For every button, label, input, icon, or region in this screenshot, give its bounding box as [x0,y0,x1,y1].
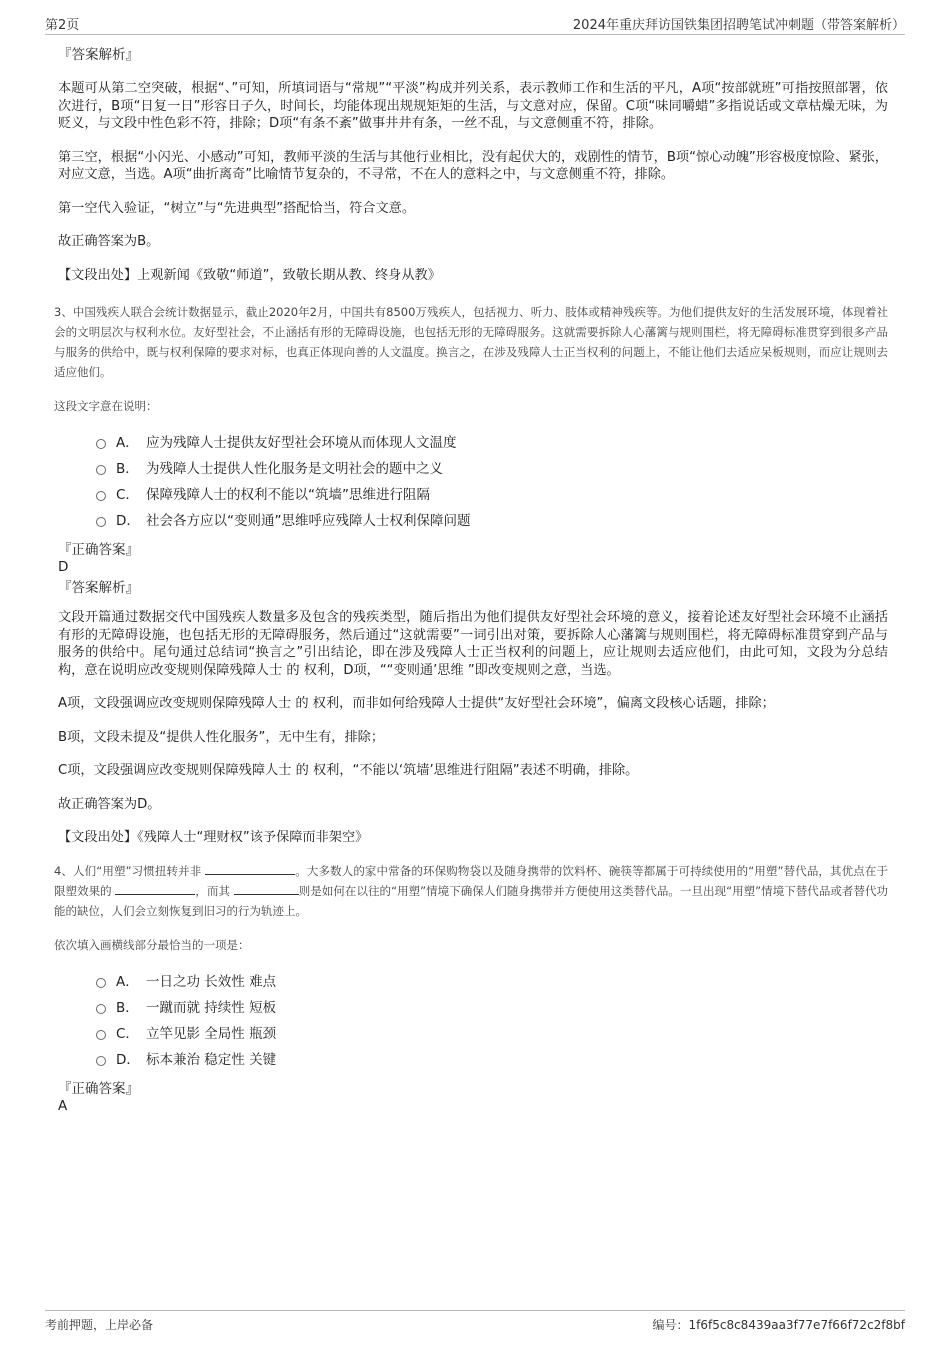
analysis-paragraph: 文段开篇通过数据交代中国残疾人数量多及包含的残疾类型，随后指出为他们提供友好型社会环境的意义，接着论述友好型社会环境不止涵括有形的无障碍设施，也包括无形的无障碍服务，然后通过“这就需要”一词引出对策，要拆除人心藩篱与规则围栏，将无障碍标准贯穿到产品与服务的供给中。尾句通过总结词“换言之”引出结论，即在涉及残障人士正当权利的问题上，应让规则去适应他们，由此可知，文段为分总结构，意在说明应改变规则保障残障人士 的 权利，D项，““变则通’思维 ”即改变规则之意，当选。 [58,610,888,678]
correct-answer-label: 『正确答案』 [58,542,139,558]
option-letter: D． [116,1051,140,1068]
option-a[interactable] [96,430,898,456]
analysis-paragraph: A项，文段强调应改变规则保障残障人士 的 权利，而非如何给残障人士提供“友好型社会环境”，偏离文段核心话题，排除； [58,696,775,711]
source-citation: 【文段出处】上观新闻《致敬“师道”，致敬长期从教、终身从教》 [58,267,441,283]
document-body [54,46,898,1115]
question-prompt: 依次填入画横线部分最恰当的一项是： [54,937,250,952]
radio-icon[interactable] [96,1030,106,1040]
option-c[interactable] [96,482,898,508]
analysis-paragraph: 本题可从第二空突破，根据“、”可知，所填词语与“常规”“平淡”构成并列关系，表示教师工作和生活的平凡，A项“按部就班”可指按照部署，依次进行，B项“日复一日”形容日子久，时间长，均能体现出规规矩矩的生活，与文意对应，保留。C项“味同嚼蜡”多指说话或文章枯燥无味，为贬义，与文段中性色彩不符，排除；D项“有条不紊”做事井井有条，一丝不乱，与文意侧重不符，排除。 [58,81,888,131]
analysis-paragraph: C项，文段强调应改变规则保障残障人士 的 权利，“不能以‘筑墙’思维进行阻隔”表述不明确，排除。 [58,763,639,778]
option-text: 应为残障人士提供友好型社会环境从而体现人文温度 [146,435,457,451]
radio-icon[interactable] [96,517,106,527]
option-list [96,430,898,534]
option-text: 标本兼治 稳定性 关键 [146,1051,277,1068]
option-letter: B． [116,461,139,477]
option-letter: A． [116,435,139,451]
page-footer [45,1310,905,1334]
fill-blank[interactable] [205,862,295,875]
option-text: 社会各方应以“变则通”思维呼应残障人士权利保障问题 [146,513,471,529]
option-text: 为残障人士提供人性化服务是文明社会的题中之义 [146,461,443,477]
question-text: 4、人们“用塑”习惯扭转并非 。大多数人的家中常备的环保购物袋以及随身携带的饮料杯、碗筷等都属于可持续使用的“用塑”替代品，其优点在于限塑效果的 ，而其 则是如何在以往的“用塑”情境下确保人们随身携带并方便使用这类替代品。一旦出现“用塑”情境下替代品或者替代功能的缺位，人们会立刻恢复到旧习的行为轨迹上。 [54,863,889,918]
radio-icon[interactable] [96,1004,106,1014]
analysis-conclusion: 故正确答案为B。 [58,234,160,249]
document-title: 2024年重庆拜访国铁集团招聘笔试冲刺题（带答案解析） [572,18,905,33]
option-list [96,969,898,1073]
option-text: 一日之功 长效性 难点 [146,973,277,990]
correct-answer: D [58,559,69,575]
radio-icon[interactable] [96,978,106,988]
option-b[interactable] [96,456,898,482]
analysis-label: 『答案解析』 [58,47,139,63]
radio-icon[interactable] [96,1056,106,1066]
analysis-paragraph: 第一空代入验证，“树立”与“先进典型”搭配恰当，符合文意。 [58,200,416,216]
radio-icon[interactable] [96,439,106,449]
question-prompt: 这段文字意在说明： [54,399,158,413]
option-text: 一蹴而就 持续性 短板 [146,999,277,1016]
option-c[interactable] [96,1021,898,1047]
fill-blank[interactable] [115,882,195,895]
fill-blank[interactable] [234,882,299,895]
analysis-paragraph: B项，文段未提及“提供人性化服务”，无中生有，排除； [58,729,385,745]
option-a[interactable] [96,969,898,995]
analysis-conclusion: 故正确答案为D。 [58,796,161,812]
option-d[interactable] [96,1047,898,1073]
analysis-paragraph: 第三空，根据“小闪光、小感动”可知，教师平淡的生活与其他行业相比，没有起伏大的，戏剧性的情节，B项“惊心动魄”形容极度惊险、紧张，对应文意，当选。A项“曲折离奇”比喻情节复杂的，不寻常，不在人的意料之中，与文意侧重不符，排除。 [58,149,888,182]
option-letter: D． [116,513,140,529]
correct-answer: A [58,1097,68,1114]
footer-slogan: 考前押题，上岸必备 [45,1318,154,1332]
analysis-label: 『答案解析』 [58,580,139,596]
document-id: 编号：1f6f5c8c8439aa3f77e7f66f72c2f8bf [652,1318,905,1332]
question-text: 3、中国残疾人联合会统计数据显示，截止2020年2月，中国共有8500万残疾人，包括视力、听力、肢体或精神残疾等。为他们提供友好的生活发展环境，体现着社会的文明层次与权利水位。友好型社会，不止涵括有形的无障碍设施，也包括无形的无障碍服务。这就需要拆除人心藩篱与规则围栏，将无障碍标准贯穿到很多产品与服务的供给中，既与权利保障的要求对标，也真正体现向善的人文温度。换言之，在涉及残障人士正当权利的问题上，不能让他们去适应呆板规则，而应让规则去适应他们。 [54,305,888,379]
option-d[interactable] [96,508,898,534]
radio-icon[interactable] [96,465,106,475]
option-b[interactable] [96,995,898,1021]
page-header [45,14,905,35]
option-letter: B． [116,999,139,1016]
option-text: 立竿见影 全局性 瓶颈 [146,1025,277,1042]
option-letter: A． [116,973,139,990]
correct-answer-label: 『正确答案』 [58,1080,139,1097]
source-citation: 【文段出处】《残障人士“理财权”该予保障而非架空》 [58,830,369,845]
radio-icon[interactable] [96,491,106,501]
option-letter: C． [116,1025,139,1042]
page-number: 第2页 [45,18,80,33]
option-letter: C． [116,487,139,503]
option-text: 保障残障人士的权利不能以“筑墙”思维进行阻隔 [146,487,430,503]
